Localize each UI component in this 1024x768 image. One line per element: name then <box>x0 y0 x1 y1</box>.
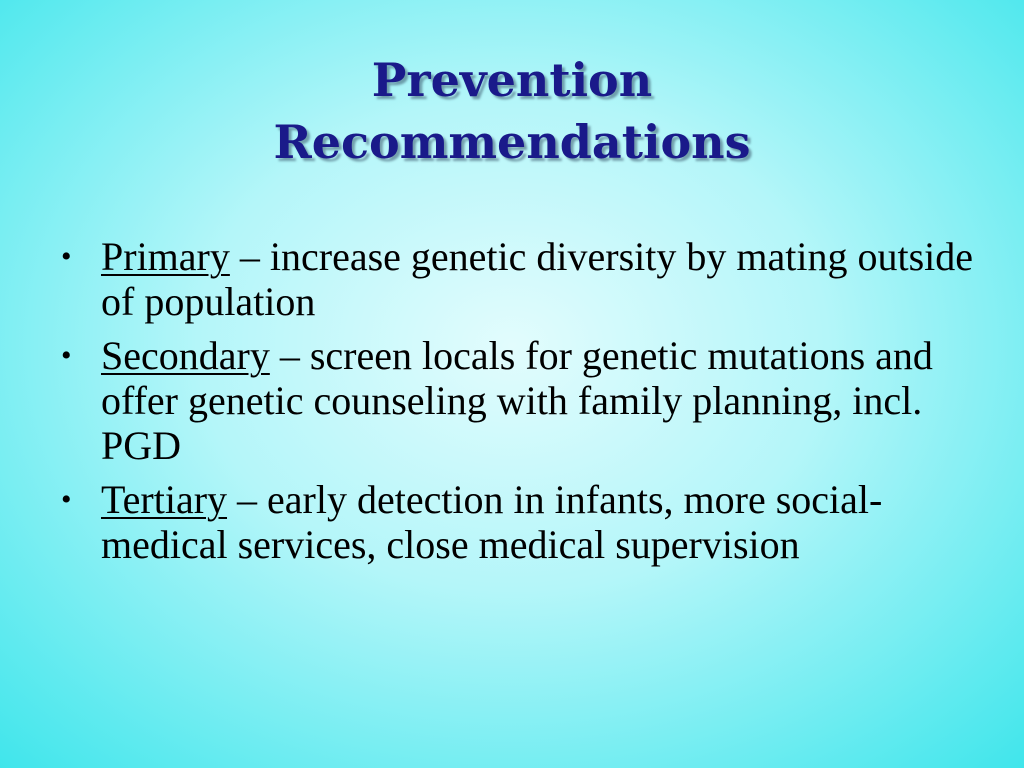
bullet-term-primary: Primary <box>101 234 230 279</box>
slide-title <box>112 49 912 173</box>
bullet-item-secondary <box>56 333 976 468</box>
bullet-text-secondary: – screen locals for genetic mutations and offer genetic counseling with family planning, incl. PGD <box>101 333 933 468</box>
bullet-term-tertiary: Tertiary <box>101 477 228 522</box>
bullet-marker: • <box>61 483 72 516</box>
title-line-2: Recommendations <box>273 115 751 169</box>
title-line-1: Prevention <box>371 53 653 107</box>
bullet-item-tertiary <box>56 477 976 567</box>
bullet-text-tertiary: – early detection in infants, more social-medical services, close medical supervision <box>101 477 883 567</box>
bullet-marker: • <box>61 339 72 372</box>
bullet-term-secondary: Secondary <box>101 333 270 378</box>
bullet-item-primary <box>56 234 976 324</box>
bullet-list <box>56 234 976 576</box>
bullet-text-primary: – increase genetic diversity by mating outside of population <box>101 234 973 324</box>
bullet-marker: • <box>61 240 72 273</box>
